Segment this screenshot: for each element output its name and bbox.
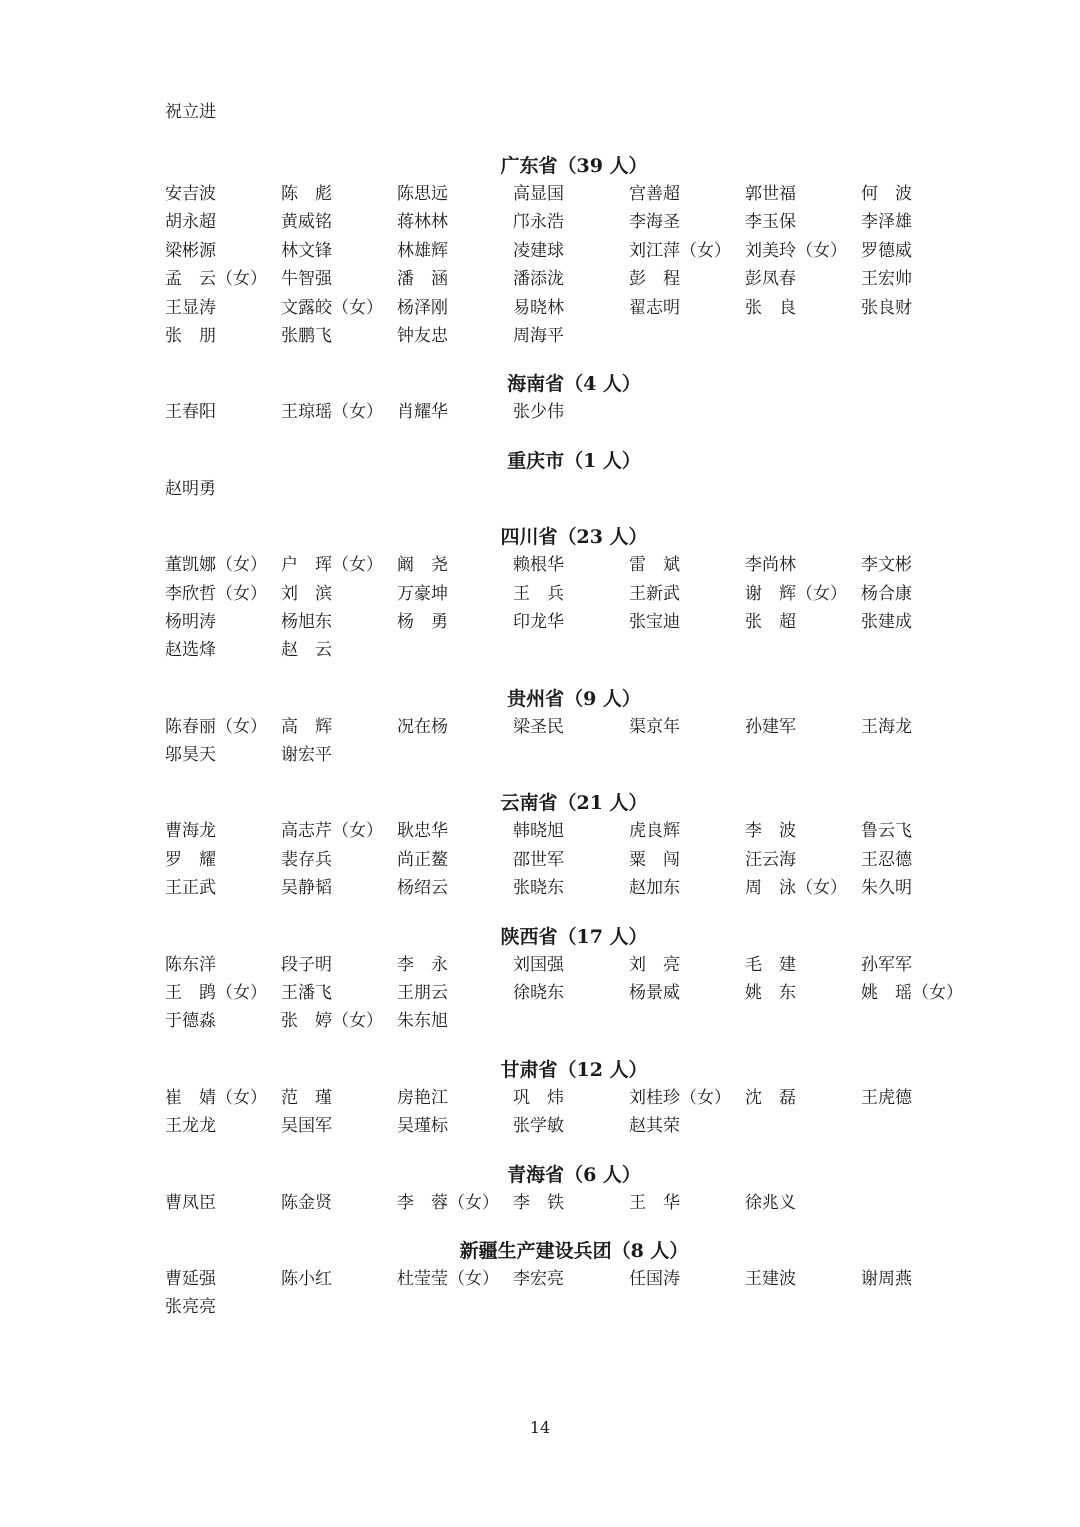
person-name: 于德淼 <box>165 1011 216 1032</box>
person-name: 王 兵 <box>513 583 564 604</box>
section-title: 青海省（6 人） <box>507 1163 641 1186</box>
section-title: 甘肃省（12 人） <box>500 1058 648 1081</box>
person-name: 谢 辉（女） <box>745 583 847 604</box>
person-name: 孟 云（女） <box>165 269 267 290</box>
person-name: 李海圣 <box>629 212 680 233</box>
person-name: 万豪坤 <box>397 583 448 604</box>
region-section <box>165 447 965 503</box>
person-name: 赵明勇 <box>165 478 216 499</box>
region-section <box>165 370 965 426</box>
section-title: 贵州省（9 人） <box>507 687 641 710</box>
person-name: 毛 建 <box>745 954 796 975</box>
person-name: 潘添泷 <box>513 269 564 290</box>
person-name: 朱东旭 <box>397 1011 448 1032</box>
person-name: 赖根华 <box>513 555 564 576</box>
person-name: 张学敏 <box>513 1116 564 1137</box>
person-name: 雷 斌 <box>629 555 680 576</box>
person-name: 韩晓旭 <box>513 821 564 842</box>
person-name: 王建波 <box>745 1268 796 1289</box>
person-name: 巩 炜 <box>513 1087 564 1108</box>
person-name: 李 蓉（女） <box>397 1192 499 1213</box>
person-name: 徐兆义 <box>745 1192 796 1213</box>
person-name: 张宝迪 <box>629 611 680 632</box>
person-name: 邝永浩 <box>513 212 564 233</box>
person-name: 王显涛 <box>165 297 216 318</box>
person-name: 张鹏飞 <box>281 325 332 346</box>
person-name: 郭世福 <box>745 184 796 204</box>
person-name: 孙军军 <box>861 954 912 975</box>
person-name: 阚 尧 <box>397 555 448 576</box>
intro-name: 祝立进 <box>165 102 216 122</box>
person-name: 王宏帅 <box>861 269 912 290</box>
person-name: 刘江萍（女） <box>629 240 731 261</box>
person-name: 罗 耀 <box>165 849 216 870</box>
person-name: 杨泽刚 <box>397 297 448 318</box>
person-name: 彭凤春 <box>745 269 796 290</box>
person-name: 王 鹍（女） <box>165 983 267 1004</box>
person-name: 牛智强 <box>281 269 332 290</box>
person-name: 杨绍云 <box>397 878 448 899</box>
section-title: 重庆市（1 人） <box>507 449 641 472</box>
person-name: 刘国强 <box>513 954 564 975</box>
person-name: 张良财 <box>861 297 912 318</box>
person-name: 王新武 <box>629 583 680 604</box>
name-list <box>165 398 965 426</box>
person-name: 李 波 <box>745 821 796 842</box>
person-name: 裴存兵 <box>281 849 332 870</box>
person-name: 杜莹莹（女） <box>397 1268 499 1289</box>
person-name: 李文彬 <box>861 555 912 576</box>
person-name: 王海龙 <box>861 716 912 737</box>
section-title: 广东省（39 人） <box>500 155 648 177</box>
person-name: 陈 彪 <box>281 184 332 204</box>
person-name: 钟友忠 <box>397 325 448 346</box>
person-name: 高 辉 <box>281 716 332 737</box>
section-title: 四川省（23 人） <box>500 526 648 549</box>
person-name: 刘 滨 <box>281 583 332 604</box>
person-name: 李 铁 <box>513 1192 564 1213</box>
region-section <box>165 1056 965 1141</box>
person-name: 粟 闯 <box>629 849 680 870</box>
person-name: 吴国军 <box>281 1116 332 1137</box>
person-name: 王虎德 <box>861 1087 912 1108</box>
person-name: 凌建球 <box>513 240 564 261</box>
person-name: 谢周燕 <box>861 1268 912 1289</box>
person-name: 徐晓东 <box>513 983 564 1004</box>
region-section <box>165 523 965 665</box>
person-name: 林文锋 <box>281 240 332 261</box>
person-name: 胡永超 <box>165 212 216 233</box>
person-name: 董凯娜（女） <box>165 555 267 576</box>
person-name: 任国涛 <box>629 1268 680 1289</box>
name-list <box>165 1084 965 1141</box>
person-name: 曹延强 <box>165 1268 216 1289</box>
person-name: 黄威铭 <box>281 212 332 233</box>
section-title: 云南省（21 人） <box>500 792 648 815</box>
person-name: 安吉波 <box>165 184 216 204</box>
person-name: 张少伟 <box>513 402 564 423</box>
person-name: 曹海龙 <box>165 821 216 842</box>
page-content <box>165 98 965 1342</box>
person-name: 王忍德 <box>861 849 912 870</box>
person-name: 崔 婧（女） <box>165 1087 267 1108</box>
person-name: 张晓东 <box>513 878 564 899</box>
region-section <box>165 152 965 350</box>
name-list <box>165 1265 965 1322</box>
person-name: 虎良辉 <box>629 821 680 842</box>
person-name: 王正武 <box>165 878 216 899</box>
person-name: 李泽雄 <box>861 212 912 233</box>
person-name: 刘桂珍（女） <box>629 1087 731 1108</box>
person-name: 王龙龙 <box>165 1116 216 1137</box>
region-section <box>165 789 965 902</box>
person-name: 梁彬源 <box>165 240 216 261</box>
person-name: 易晓林 <box>513 297 564 318</box>
person-name: 王琼瑶（女） <box>281 402 383 423</box>
person-name: 王潘飞 <box>281 983 332 1004</box>
person-name: 张 超 <box>745 611 796 632</box>
person-name: 吴瑾标 <box>397 1116 448 1137</box>
region-section <box>165 1237 965 1322</box>
person-name: 林雄辉 <box>397 240 448 261</box>
person-name: 刘 亮 <box>629 954 680 975</box>
name-list <box>165 180 965 350</box>
name-list <box>165 475 965 503</box>
name-list <box>165 951 965 1036</box>
person-name: 朱久明 <box>861 878 912 899</box>
section-title: 海南省（4 人） <box>507 373 641 396</box>
section-title: 新疆生产建设兵团（8 人） <box>459 1239 689 1262</box>
person-name: 肖耀华 <box>397 402 448 423</box>
person-name: 姚 东 <box>745 983 796 1004</box>
person-name: 曹凤臣 <box>165 1192 216 1213</box>
person-name: 李 永 <box>397 954 448 975</box>
name-list <box>165 713 965 770</box>
person-name: 蒋林林 <box>397 212 448 233</box>
person-name: 陈小红 <box>281 1268 332 1289</box>
person-name: 赵 云 <box>281 640 332 661</box>
person-name: 张 良 <box>745 297 796 318</box>
person-name: 杨景威 <box>629 983 680 1004</box>
person-name: 李宏亮 <box>513 1268 564 1289</box>
person-name: 王朋云 <box>397 983 448 1004</box>
person-name: 沈 磊 <box>745 1087 796 1108</box>
person-name: 李尚林 <box>745 555 796 576</box>
person-name: 何 波 <box>861 184 912 204</box>
person-name: 鲁云飞 <box>861 821 912 842</box>
person-name: 张亮亮 <box>165 1297 216 1318</box>
person-name: 翟志明 <box>629 297 680 318</box>
page-number: 14 <box>529 1418 551 1437</box>
person-name: 赵选烽 <box>165 640 216 661</box>
person-name: 高志芹（女） <box>281 821 383 842</box>
region-section <box>165 923 965 1036</box>
name-list <box>165 551 965 665</box>
person-name: 张建成 <box>861 611 912 632</box>
person-name: 陈金贤 <box>281 1192 332 1213</box>
person-name: 李欣哲（女） <box>165 583 267 604</box>
person-name: 赵其荣 <box>629 1116 680 1137</box>
person-name: 段子明 <box>281 954 332 975</box>
person-name: 王 华 <box>629 1192 680 1213</box>
person-name: 陈思远 <box>397 184 448 204</box>
person-name: 渠京年 <box>629 716 680 737</box>
person-name: 李玉保 <box>745 212 796 233</box>
person-name: 房艳江 <box>397 1087 448 1108</box>
section-title: 陕西省（17 人） <box>500 925 648 948</box>
person-name: 况在杨 <box>397 716 448 737</box>
name-list <box>165 817 965 902</box>
region-section <box>165 685 965 770</box>
person-name: 罗德威 <box>861 240 912 261</box>
person-name: 杨 勇 <box>397 611 448 632</box>
person-name: 陈东洋 <box>165 954 216 975</box>
name-list <box>165 1189 965 1217</box>
region-section <box>165 1161 965 1217</box>
person-name: 吴静韬 <box>281 878 332 899</box>
person-name: 彭 程 <box>629 269 680 290</box>
person-name: 尚正鳌 <box>397 849 448 870</box>
person-name: 周海平 <box>513 325 564 346</box>
person-name: 耿忠华 <box>397 821 448 842</box>
person-name: 王春阳 <box>165 402 216 423</box>
person-name: 张 朋 <box>165 325 216 346</box>
person-name: 陈春丽（女） <box>165 716 267 737</box>
person-name: 潘 涵 <box>397 269 448 290</box>
person-name: 杨合康 <box>861 583 912 604</box>
person-name: 杨明涛 <box>165 611 216 632</box>
person-name: 周 泳（女） <box>745 878 847 899</box>
person-name: 汪云海 <box>745 849 796 870</box>
person-name: 宫善超 <box>629 184 680 204</box>
person-name: 姚 瑶（女） <box>861 983 963 1004</box>
person-name: 杨旭东 <box>281 611 332 632</box>
person-name: 户 珲（女） <box>281 555 383 576</box>
person-name: 高显国 <box>513 184 564 204</box>
person-name: 印龙华 <box>513 611 564 632</box>
person-name: 邬昊天 <box>165 745 216 766</box>
person-name: 孙建军 <box>745 716 796 737</box>
person-name: 梁圣民 <box>513 716 564 737</box>
person-name: 文露皎（女） <box>281 297 383 318</box>
person-name: 邵世军 <box>513 849 564 870</box>
person-name: 范 瑾 <box>281 1087 332 1108</box>
person-name: 赵加东 <box>629 878 680 899</box>
person-name: 张 婷（女） <box>281 1011 383 1032</box>
person-name: 谢宏平 <box>281 745 332 766</box>
person-name: 刘美玲（女） <box>745 240 847 261</box>
